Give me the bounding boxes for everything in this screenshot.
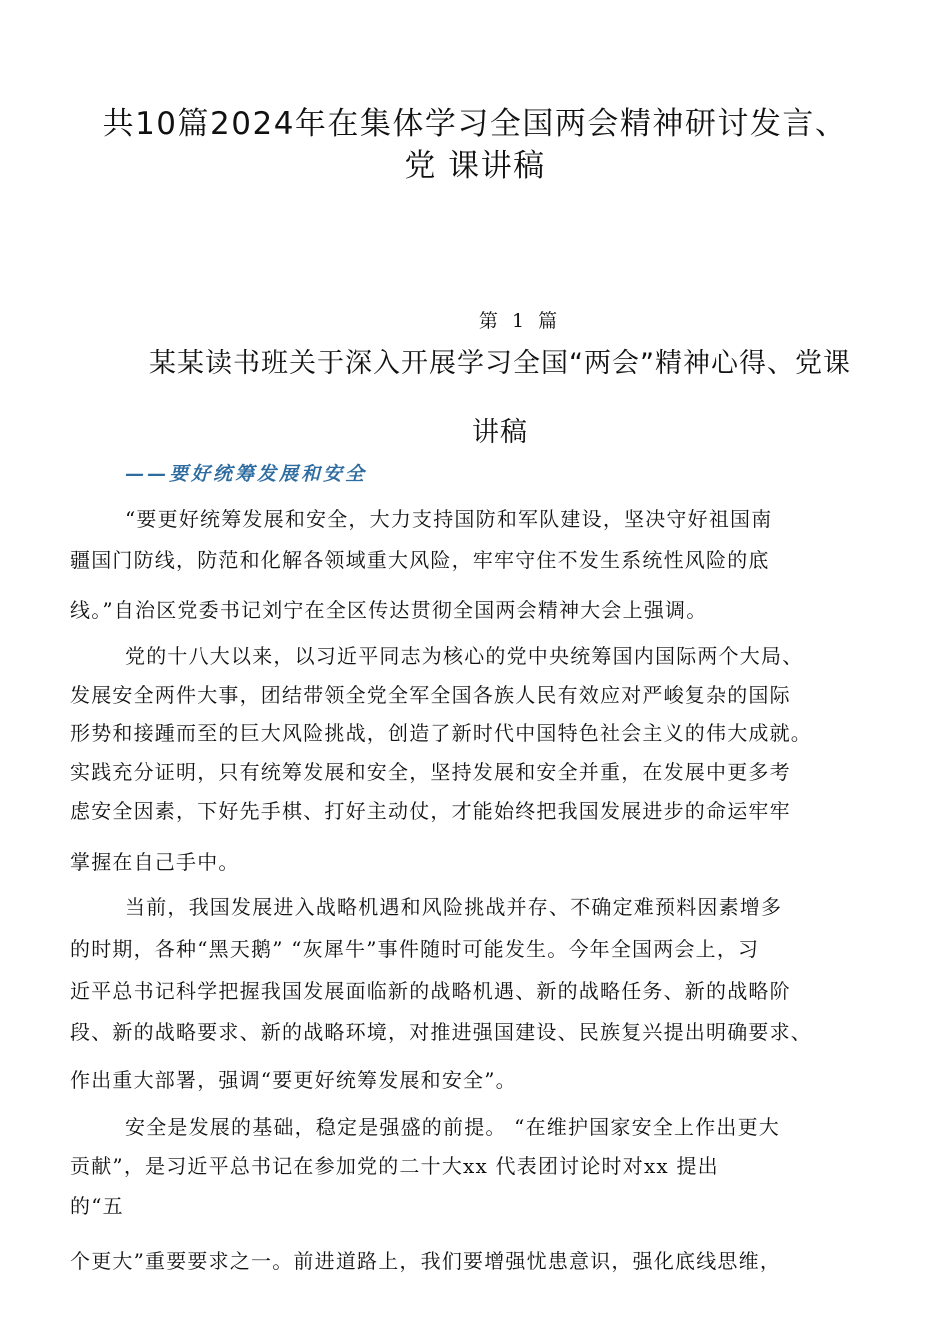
body-line: 作出重大部署，强调“要更好统筹发展和安全”。: [70, 1068, 517, 1092]
section-subtitle: ——要好统筹发展和安全: [125, 463, 368, 485]
chapter-number: 第 1 篇: [478, 310, 562, 332]
body-line: 虑安全因素，下好先手棋、打好主动仗，才能始终把我国发展进步的命运牢牢: [70, 799, 791, 823]
body-line: 线。”自治区党委书记刘宁在全区传达贯彻全国两会精神大会上强调。: [70, 598, 708, 622]
body-line: 段、新的战略要求、新的战略环境，对推进强国建设、民族复兴提出明确要求、: [70, 1020, 812, 1044]
body-line: 的时期，各种“黑天鹅” “灰犀牛”事件随时可能发生。今年全国两会上，习: [70, 937, 760, 961]
body-line: 疆国门防线，防范和化解各领域重大风险，牢牢守住不发生系统性风险的底: [70, 548, 770, 572]
body-line: 个更大”重要要求之一。前进道路上，我们要增强忧患意识，强化底线思维，: [70, 1249, 782, 1273]
body-line: 当前，我国发展进入战略机遇和风险挑战并存、不确定难预料因素增多: [125, 895, 783, 919]
body-line: 形势和接踵而至的巨大风险挑战，创造了新时代中国特色社会主义的伟大成就。: [70, 721, 812, 745]
body-line: 掌握在自己手中。: [70, 850, 240, 874]
article-title-line-1: 某某读书班关于深入开展学习全国“两会”精神心得、党课: [149, 348, 851, 379]
document-title-line-1: 共10篇2024年在集体学习全国两会精神研讨发言、: [102, 106, 848, 142]
body-line: “要更好统筹发展和安全，大力支持国防和军队建设，坚决守好祖国南: [125, 507, 773, 531]
body-line: 近平总书记科学把握我国发展面临新的战略机遇、新的战略任务、新的战略阶: [70, 979, 791, 1003]
body-line: 贡献”，是习近平总书记在参加党的二十大xx 代表团讨论时对xx 提出: [70, 1154, 719, 1178]
document-title-line-2: 党 课讲稿: [404, 148, 546, 184]
body-line: 的“五: [70, 1194, 124, 1218]
body-line: 党的十八大以来，以习近平同志为核心的党中央统筹国内国际两个大局、: [125, 644, 804, 668]
article-title-line-2: 讲稿: [472, 417, 528, 448]
body-line: 发展安全两件大事，团结带领全党全军全国各族人民有效应对严峻复杂的国际: [70, 683, 791, 707]
body-line: 安全是发展的基础，稳定是强盛的前提。 “在维护国家安全上作出更大: [125, 1115, 780, 1139]
body-line: 实践充分证明，只有统筹发展和安全，坚持发展和安全并重，在发展中更多考: [70, 760, 791, 784]
